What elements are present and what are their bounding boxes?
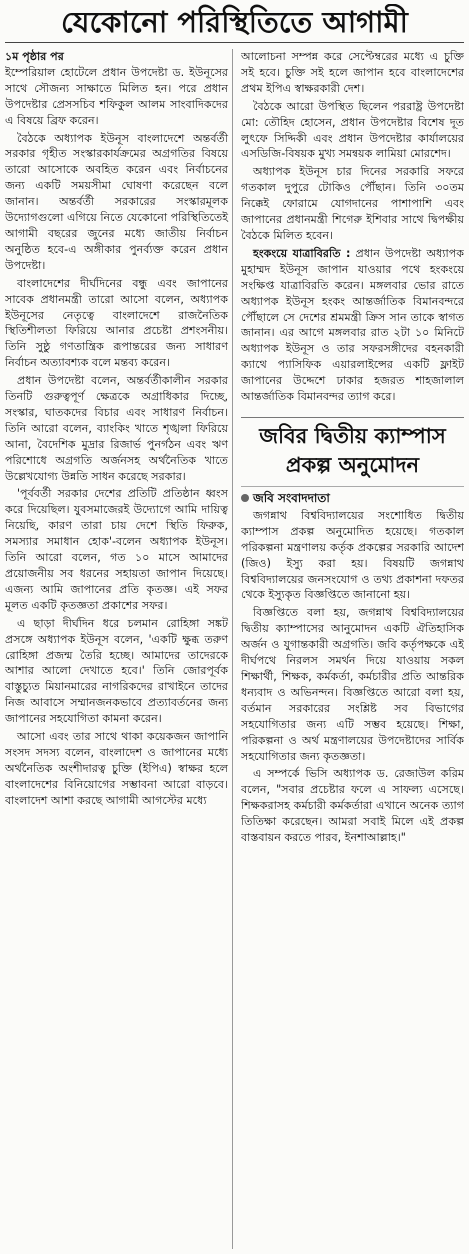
byline bbox=[241, 486, 464, 506]
article-paragraph: প্রধান উপদেষ্টা বলেন, অন্তর্বর্তীকালীন সরকার তিনটি গুরুত্বপূর্ণ ক্ষেত্রকে অগ্রাধিকার দিচ্ছে, সংস্কার, ঘাতকদের বিচার এবং সাধারণ নির্বাচন। তিনি আরো বলেন, ব্যাংকিং খাতে শৃঙ্খলা ফিরিয়ে আনা, বৈদেশিক মুদ্রার রিজার্ভ পুনর্গঠন এবং ঋণ পরিশোধে অগ্রগতি অর্জনসহ অর্থনৈতিক খাতে উল্লেখযোগ্য উন্নতি সাধন করেছে সরকার। bbox=[5, 374, 228, 483]
right-column bbox=[241, 49, 464, 1249]
article-paragraph: বৈঠকে আরো উপস্থিত ছিলেন পররাষ্ট্র উপদেষ্টা মো: তৌহিদ হোসেন, প্রধান উপদেষ্টার বিশেষ দূত লুৎফে সিদ্দিকী এবং প্রধান উপদেষ্টার কার্যালয়ের এসডিজি-বিষয়ক মুখ্য সমন্বয়ক লামিয়া মোরশেদ। bbox=[241, 99, 464, 161]
left-column bbox=[5, 49, 233, 1249]
story2-paragraph: বিজ্ঞপ্তিতে বলা হয়, জগন্নাথ বিশ্ববিদ্যালয়ের দ্বিতীয় ক্যাম্পাসের আনুমোদন একটি ঐতিহাসিক অর্জন ও যুগান্তকারী অগ্রগতি। জবি কর্তৃপক্ষকে এই দীর্ঘপথে নিরলস সমর্থন দিয়ে যাওয়ায় সকল শিক্ষার্থী, শিক্ষক, কর্মকর্তা, কর্মচারীর প্রতি আন্তরিক ধন্যবাদ ও অভিনন্দন। বিজ্ঞপ্তিতে আরো বলা হয়, বর্তমান সরকারের সংশ্লিষ্ট সব বিভাগের সহযোগিতার জন্য এটি সম্ভব হয়েছে। শিক্ষা, পরিকল্পনা ও অর্থ মন্ত্রণালয়ের উপদেষ্টাদের সার্বিক সহযোগিতার জন্য কৃতজ্ঞতা। bbox=[241, 606, 464, 763]
article-paragraph: বাংলাদেশের দীর্ঘদিনের বন্ধু এবং জাপানের সাবেক প্রধানমন্ত্রী তারো আসো বলেন, অধ্যাপক ইউনূসের নেতৃত্বে বাংলাদেশে রাজনৈতিক স্থিতিশীলতা ফিরিয়ে আনার প্রচেষ্টা প্রশংসনীয়। তিনি সুষ্ঠু গণতান্ত্রিক রূপান্তরের জন্য সাধারণ নির্বাচন অত্যাবশ্যক বলে মন্তব্য করেন। bbox=[5, 276, 228, 370]
continued-from-label: ১ম পৃষ্ঠার পর bbox=[5, 50, 64, 63]
second-story-headline: জবির দ্বিতীয় ক্যাম্পাস প্রকল্প অনুমোদন bbox=[241, 417, 464, 480]
subheading-body: প্রধান উপদেষ্টা অধ্যাপক মুহাম্মদ ইউনূস জাপান যাওয়ার পথে হংকংয়ে সংক্ষিপ্ত যাত্রাবিরতি করেন। মঙ্গলবার ভোর রাতে অধ্যাপক ইউনূস হংকং আন্তর্জাতিক বিমানবন্দরে পৌঁছালে সে দেশের শ্রমমন্ত্রী ক্রিস সান তাকে স্বাগত জানান। এর আগে মঙ্গলবার রাত ২টা ১০ মিনিটে অধ্যাপক ইউনূস ও তার সফরসঙ্গীদের বহনকারী ক্যাথে প্যাসিফিক এয়ারলাইন্সের একটি ফ্লাইট জাপানের উদ্দেশে ঢাকার হজরত শাহজালাল আন্তর্জাতিক বিমানবন্দর ত্যাগ করে। bbox=[241, 246, 464, 404]
article-paragraph-hongkong bbox=[241, 246, 464, 405]
bullet-icon bbox=[241, 494, 249, 502]
story2-paragraph: জগন্নাথ বিশ্ববিদ্যালয়ের সংশোধিত দ্বিতীয় ক্যাম্পাস প্রকল্প অনুমোদিত হয়েছে। গতকাল পরিকল্পনা মন্ত্রণালয় কর্তৃক প্রকল্পের সরকারি আদেশ (জিও) ইস্যু করা হয়। বিষয়টি জগন্নাথ বিশ্ববিদ্যালয়ের জনসংযোগ ও তথ্য প্রকাশনা দফতর থেকে ইস্যুকৃত বিজ্ঞপ্তিতে জানানো হয়। bbox=[241, 508, 464, 602]
article-paragraph: অধ্যাপক ইউনূস চার দিনের সরকারি সফরে গতকাল দুপুরে টোকিও পৌঁছান। তিনি ৩০তম নিক্কেই ফোরামে যোগদানের পাশাপাশি এবং জাপানের প্রধানমন্ত্রী শিগেরু ইশিবার সাথে দ্বিপক্ষীয় বৈঠকে মিলিত হবেন। bbox=[241, 165, 464, 242]
article-paragraph: বৈঠকে অধ্যাপক ইউনূস বাংলাদেশে অন্তর্বর্তী সরকার গৃহীত সংস্কারকার্যক্রমের অগ্রগতির বিষয়ে তারো আসোকে অবহিত করেন এবং নির্বাচনের জন্য একটি সময়সীমা ঘোষণা করেছেন বলে জানান। অন্তর্বর্তী সরকারের সংস্কারমূলক উদ্যোগগুলো এগিয়ে নিতে যেকোনো পরিস্থিতিতেই আগামী বছরের জুনের মধ্যে জাতীয় নির্বাচন অনুষ্ঠিত হবে-এ অঙ্গীকার পুনর্ব্যক্ত করেন প্রধান উপদেষ্টা। bbox=[5, 131, 228, 272]
article-columns bbox=[5, 49, 464, 1249]
article-paragraph: ইম্পেরিয়াল হোটেলে প্রধান উপদেষ্টা ড. ইউনূসের সাথে সৌজন্য সাক্ষাতে মিলিত হন। পরে প্রধান উপদেষ্টার প্রেসসচিব শফিকুল আলম সাংবাদিকদের এ বিষয়ে ব্রিফ করেন। bbox=[5, 65, 228, 127]
article-paragraph: আসো এবং তার সাথে থাকা কয়েকজন জাপানি সংসদ সদস্য বলেন, বাংলাদেশ ও জাপানের মধ্যে অর্থনৈতিক অংশীদারত্ব চুক্তি (ইপিএ) স্বাক্ষর হলে বাংলাদেশের বিনিয়োগের সম্ভাবনা আরো বাড়বে। বাংলাদেশ আশা করছে আগামী আগস্টের মধ্যে bbox=[5, 730, 228, 807]
byline-text: জবি সংবাদদাতা bbox=[253, 490, 330, 505]
subheading-stopover: হংকংয়ে যাত্রাবিরতি : bbox=[253, 246, 351, 260]
article-paragraph: 'পূর্ববর্তী সরকার দেশের প্রতিটি প্রতিষ্ঠান ধ্বংস করে দিয়েছিল। যুবসমাজেরই উদ্যোগে আমি দায়িত্ব নিয়েছি, কারণ তারা চায় দেশে স্থিতি ফিরুক, সমস্যার সমাধান হোক'-বলেন অধ্যাপক ইউনূস। তিনি আরো বলেন, গত ১০ মাসে আমাদের প্রয়োজনীয় সব ধরনের সহায়তা জাপান দিয়েছে। এজন্য আমি জাপানের প্রতি কৃতজ্ঞ। এই সফর মূলত একটি কৃতজ্ঞতা প্রকাশের সফর। bbox=[5, 487, 228, 612]
article-paragraph: এ ছাড়া দীর্ঘদিন ধরে চলমান রোহিঙ্গা সঙ্কট প্রসঙ্গে অধ্যাপক ইউনূস বলেন, 'একটি ক্ষুব্ধ তরুণ রোহিঙ্গা প্রজন্ম তৈরি হচ্ছে। আমাদের তাদেরকে আশার আলো দেখাতে হবে।' তিনি জোরপূর্বক বাস্তুচ্যুত মিয়ানমারের নাগরিকদের রাখাইনে তাদের নিজ আবাসে সম্মানজনকভাবে প্রত্যাবর্তনের জন্য জাপানের সহযোগিতা কামনা করেন। bbox=[5, 616, 228, 726]
headline: যেকোনো পরিস্থিতিতে আগামী bbox=[5, 4, 464, 43]
article-paragraph: আলোচনা সম্পন্ন করে সেপ্টেম্বরের মধ্যে এ চুক্তি সই হবে। চুক্তি সই হলে জাপান হবে বাংলাদেশের প্রথম ইপিএ স্বাক্ষরকারী দেশ। bbox=[241, 50, 464, 95]
story2-paragraph: এ সম্পর্কে ভিসি অধ্যাপক ড. রেজাউল করিম বলেন, "সবার প্রচেষ্টার ফলে এ সাফল্য এসেছে। শিক্ষকরাসহ কর্মচারী কর্মকর্তারা এখানে অনেক ত্যাগ তিতিক্ষা করেছেন। আমরা সবাই মিলে এই প্রকল্প বাস্তবায়ন করতে পারব, ইনশাআল্লাহ।" bbox=[241, 767, 464, 845]
